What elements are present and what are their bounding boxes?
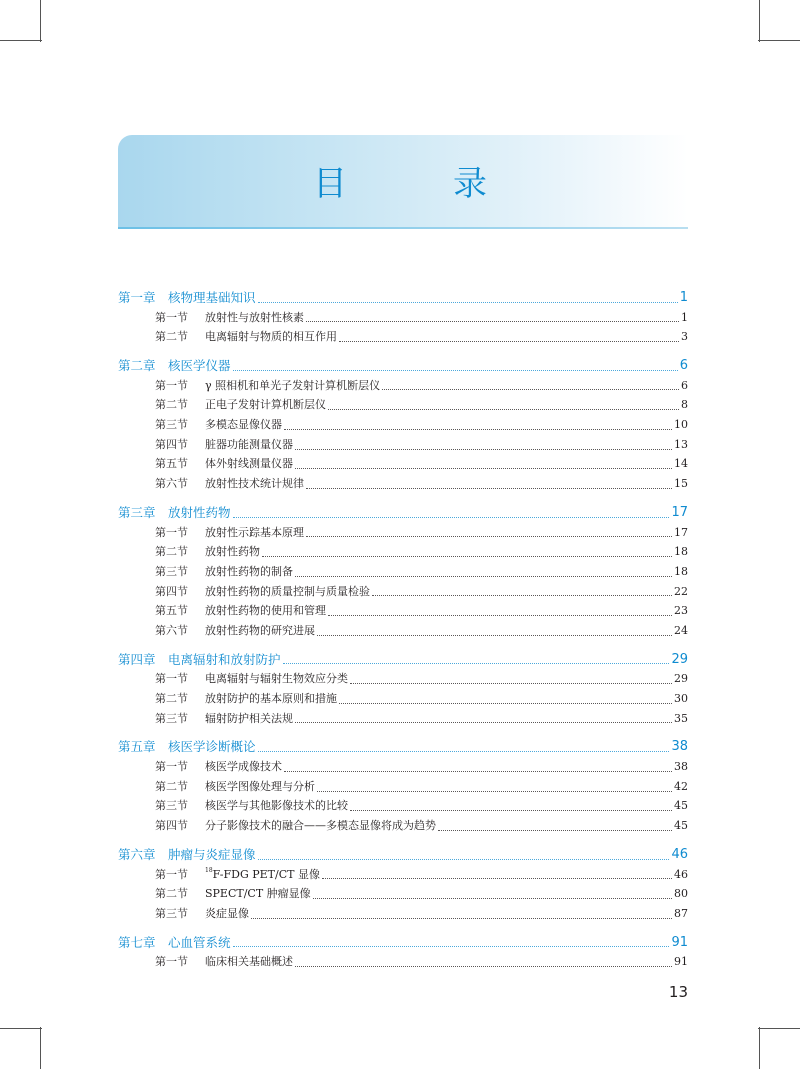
chapter-number: 第五章 (118, 739, 156, 755)
toc-chapter-entry[interactable] (118, 845, 688, 865)
toc-section-entry[interactable] (118, 308, 688, 328)
chapter-title: 核物理基础知识 (168, 289, 256, 305)
title-banner-underline (118, 227, 688, 229)
section-title: 电离辐射与物质的相互作用 (205, 330, 337, 344)
section-title-wrap (205, 415, 282, 435)
toc-section-entry[interactable] (118, 777, 688, 797)
section-title: 放射性药物的研究进展 (205, 623, 315, 637)
section-page-number: 10 (674, 418, 688, 432)
crop-mark (759, 0, 760, 42)
section-number: 第一节 (155, 867, 188, 881)
section-title: 放射性药物的质量控制与质量检验 (205, 584, 370, 598)
toc-section-entry[interactable] (118, 601, 688, 621)
section-title-wrap (205, 562, 293, 582)
section-title: 核医学图像处理与分析 (205, 779, 315, 793)
section-page-number: 24 (674, 623, 688, 637)
chapter-title: 核医学仪器 (168, 358, 231, 374)
dot-leader (258, 750, 670, 752)
dot-leader (233, 516, 670, 518)
section-title: 放射性药物的制备 (205, 564, 293, 578)
section-title-wrap (205, 621, 315, 641)
section-title: F-FDG PET/CT 显像 (212, 867, 320, 881)
dot-leader (339, 340, 679, 342)
dot-leader (317, 634, 672, 636)
crop-mark (0, 40, 42, 41)
section-page-number: 3 (681, 330, 688, 344)
section-title-wrap (205, 582, 370, 602)
toc-section-entry[interactable] (118, 474, 688, 494)
section-page-number: 22 (674, 584, 688, 598)
section-title-wrap (205, 395, 326, 415)
crop-mark (759, 1027, 760, 1069)
section-title: 核医学与其他影像技术的比较 (205, 799, 348, 813)
section-title: 炎症显像 (205, 906, 249, 920)
section-title: SPECT/CT 肿瘤显像 (205, 887, 311, 901)
dot-leader (438, 829, 672, 831)
toc-section-entry[interactable] (118, 621, 688, 641)
toc-section-entry[interactable] (118, 523, 688, 543)
chapter-page-number: 46 (671, 846, 688, 862)
page-number: 13 (668, 983, 688, 1001)
dot-leader (313, 897, 672, 899)
chapter-page-number: 91 (671, 934, 688, 950)
isotope-superscript: 18 (205, 866, 213, 874)
toc-section-entry[interactable] (118, 816, 688, 836)
chapter-page-number: 29 (671, 651, 688, 667)
section-number: 第三节 (155, 418, 188, 432)
section-title-wrap (205, 454, 293, 474)
page-title: 目 录 (313, 164, 523, 204)
section-title-wrap (205, 709, 293, 729)
section-number: 第二节 (155, 779, 188, 793)
toc-section-entry[interactable] (118, 669, 688, 689)
dot-leader (306, 487, 672, 489)
section-title: 电离辐射与辐射生物效应分类 (205, 672, 348, 686)
section-number: 第五节 (155, 604, 188, 618)
section-number: 第一节 (155, 310, 188, 324)
section-title: 脏器功能测量仪器 (205, 437, 293, 451)
section-title: 体外射线测量仪器 (205, 457, 293, 471)
toc-chapter (118, 933, 688, 972)
toc-section-entry[interactable] (118, 952, 688, 972)
toc-section-entry[interactable] (118, 455, 688, 475)
dot-leader (258, 858, 670, 860)
toc-section-entry[interactable] (118, 435, 688, 455)
toc-section-entry[interactable] (118, 376, 688, 396)
chapter-number: 第七章 (118, 934, 156, 950)
section-title: 放射性药物 (205, 545, 260, 559)
section-title-wrap (205, 327, 337, 347)
section-page-number: 42 (674, 779, 688, 793)
section-page-number: 6 (681, 378, 688, 392)
dot-leader (350, 809, 672, 811)
section-title-wrap (205, 689, 337, 709)
dot-leader (306, 320, 679, 322)
section-number: 第一节 (155, 672, 188, 686)
section-number: 第二节 (155, 692, 188, 706)
table-of-contents (118, 288, 688, 981)
chapter-title: 心血管系统 (168, 934, 231, 950)
chapter-title: 放射性药物 (168, 504, 231, 520)
section-page-number: 18 (674, 564, 688, 578)
toc-section-entry[interactable] (118, 562, 688, 582)
toc-chapter-entry[interactable] (118, 650, 688, 670)
section-number: 第三节 (155, 711, 188, 725)
section-number: 第六节 (155, 477, 188, 491)
section-title-wrap (205, 757, 282, 777)
toc-chapter-entry[interactable] (118, 933, 688, 953)
section-title-wrap (205, 542, 260, 562)
dot-leader (382, 388, 679, 390)
dot-leader (295, 965, 672, 967)
chapter-number: 第六章 (118, 846, 156, 862)
dot-leader (233, 369, 678, 371)
section-title-wrap (205, 777, 315, 797)
chapter-page-number: 38 (671, 739, 688, 755)
section-title: 辐射防护相关法规 (205, 711, 293, 725)
section-title-wrap (205, 474, 304, 494)
chapter-number: 第一章 (118, 289, 156, 305)
dot-leader (284, 770, 672, 772)
dot-leader (317, 790, 672, 792)
toc-section-entry[interactable] (118, 757, 688, 777)
dot-leader (262, 555, 672, 557)
section-number: 第一节 (155, 955, 188, 969)
section-number: 第一节 (155, 378, 188, 392)
toc-chapter-entry[interactable] (118, 737, 688, 757)
chapter-title: 核医学诊断概论 (168, 739, 256, 755)
toc-section-entry[interactable] (118, 689, 688, 709)
section-page-number: 29 (674, 672, 688, 686)
chapter-title: 电离辐射和放射防护 (168, 651, 281, 667)
section-page-number: 80 (674, 887, 688, 901)
section-page-number: 17 (674, 525, 688, 539)
section-number: 第二节 (155, 545, 188, 559)
section-number: 第五节 (155, 457, 188, 471)
dot-leader (283, 662, 670, 664)
section-number: 第二节 (155, 330, 188, 344)
toc-section-entry[interactable] (118, 395, 688, 415)
section-number: 第二节 (155, 398, 188, 412)
section-number: 第三节 (155, 564, 188, 578)
section-title: 核医学成像技术 (205, 760, 282, 774)
toc-section-entry[interactable] (118, 865, 688, 885)
section-page-number: 91 (674, 955, 688, 969)
section-title-wrap (205, 952, 293, 972)
section-title-wrap (205, 816, 436, 836)
crop-mark (40, 1027, 41, 1069)
chapter-page-number: 1 (679, 289, 688, 305)
section-page-number: 30 (674, 692, 688, 706)
section-title: 放射性示踪基本原理 (205, 525, 304, 539)
dot-leader (372, 594, 672, 596)
section-title: 放射性药物的使用和管理 (205, 604, 326, 618)
toc-chapter (118, 288, 688, 347)
toc-section-entry[interactable] (118, 542, 688, 562)
section-title-wrap (205, 523, 304, 543)
section-page-number: 45 (674, 799, 688, 813)
section-title-wrap (205, 669, 348, 689)
toc-chapter-entry[interactable] (118, 356, 688, 376)
dot-leader (328, 408, 679, 410)
section-title-wrap (205, 904, 249, 924)
section-number: 第六节 (155, 623, 188, 637)
toc-section-entry[interactable] (118, 327, 688, 347)
section-page-number: 1 (681, 310, 688, 324)
chapter-page-number: 6 (679, 358, 688, 374)
section-title: 放射性技术统计规律 (205, 477, 304, 491)
dot-leader (284, 428, 672, 430)
dot-leader (295, 467, 672, 469)
crop-mark (40, 0, 41, 42)
chapter-title: 肿瘤与炎症显像 (168, 846, 256, 862)
dot-leader (295, 721, 672, 723)
section-page-number: 23 (674, 604, 688, 618)
section-title: 分子影像技术的融合——多模态显像将成为趋势 (205, 819, 436, 833)
section-page-number: 35 (674, 711, 688, 725)
chapter-number: 第二章 (118, 358, 156, 374)
section-page-number: 46 (674, 867, 688, 881)
section-number: 第一节 (155, 760, 188, 774)
section-number: 第四节 (155, 584, 188, 598)
section-title: 放射防护的基本原则和措施 (205, 692, 337, 706)
section-number: 第三节 (155, 799, 188, 813)
dot-leader (251, 917, 672, 919)
toc-chapter (118, 356, 688, 494)
toc-chapter (118, 503, 688, 641)
chapter-page-number: 17 (671, 504, 688, 520)
section-title-wrap (205, 796, 348, 816)
section-page-number: 14 (674, 457, 688, 471)
toc-section-entry[interactable] (118, 582, 688, 602)
dot-leader (258, 301, 678, 303)
section-page-number: 15 (674, 477, 688, 491)
section-title-wrap (205, 435, 293, 455)
section-title: γ 照相机和单光子发射计算机断层仪 (205, 378, 381, 392)
crop-mark (0, 1028, 42, 1029)
section-title-wrap (205, 376, 380, 396)
dot-leader (306, 535, 672, 537)
section-number: 第一节 (155, 525, 188, 539)
section-title-wrap (205, 861, 320, 885)
chapter-number: 第三章 (118, 504, 156, 520)
toc-chapter-entry[interactable] (118, 288, 688, 308)
crop-mark (758, 1028, 800, 1029)
chapter-number: 第四章 (118, 651, 156, 667)
dot-leader (295, 448, 672, 450)
section-page-number: 45 (674, 819, 688, 833)
section-number: 第四节 (155, 819, 188, 833)
section-page-number: 8 (681, 398, 688, 412)
section-title: 多模态显像仪器 (205, 418, 282, 432)
section-title-wrap (205, 601, 326, 621)
dot-leader (350, 682, 672, 684)
toc-section-entry[interactable] (118, 904, 688, 924)
dot-leader (322, 877, 672, 879)
section-page-number: 38 (674, 760, 688, 774)
section-title: 临床相关基础概述 (205, 955, 293, 969)
dot-leader (233, 945, 670, 947)
toc-chapter-entry[interactable] (118, 503, 688, 523)
section-title: 放射性与放射性核素 (205, 310, 304, 324)
toc-section-entry[interactable] (118, 884, 688, 904)
dot-leader (328, 614, 672, 616)
section-page-number: 87 (674, 906, 688, 920)
toc-chapter (118, 845, 688, 924)
toc-section-entry[interactable] (118, 797, 688, 817)
section-number: 第四节 (155, 437, 188, 451)
dot-leader (339, 702, 672, 704)
toc-section-entry[interactable] (118, 709, 688, 729)
section-title-wrap (205, 308, 304, 328)
section-number: 第二节 (155, 887, 188, 901)
toc-chapter (118, 737, 688, 835)
toc-section-entry[interactable] (118, 415, 688, 435)
section-page-number: 18 (674, 545, 688, 559)
section-number: 第三节 (155, 906, 188, 920)
section-title-wrap (205, 884, 311, 904)
crop-mark (758, 40, 800, 41)
section-title: 正电子发射计算机断层仪 (205, 398, 326, 412)
section-page-number: 13 (674, 437, 688, 451)
toc-chapter (118, 650, 688, 729)
dot-leader (295, 575, 672, 577)
